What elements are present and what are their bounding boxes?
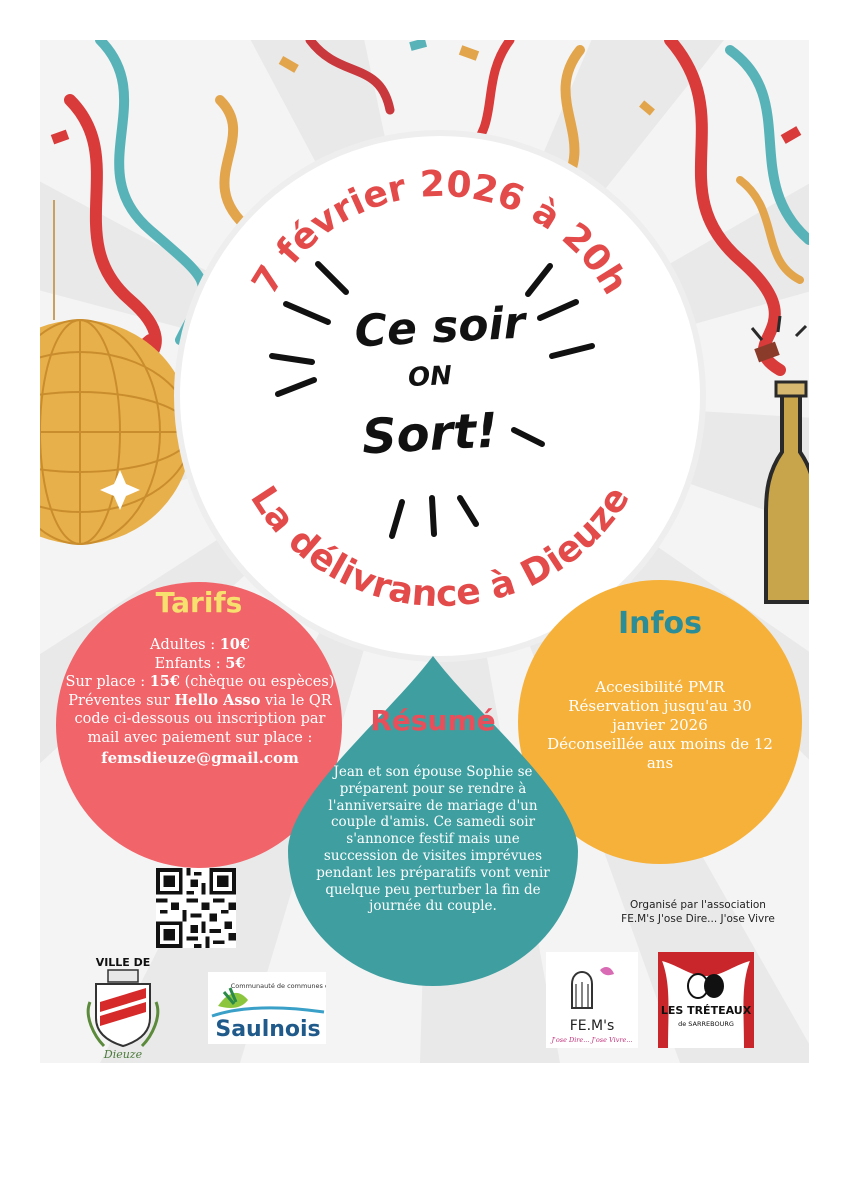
fems-name: FE.M's	[569, 1018, 615, 1034]
tarif-sur-place: Sur place : 15€ (chèque ou espèces)	[65, 673, 335, 690]
tarif-enfants: Enfants : 5€	[154, 654, 246, 672]
ville-signature: Dieuze	[103, 1048, 143, 1061]
logo-saulnois	[208, 972, 326, 1044]
fems-birdcage-icon	[546, 952, 638, 1048]
title-line-sort: Sort!	[360, 402, 500, 466]
event-date: 7 février 2026 à 20h	[244, 163, 636, 302]
saulnois-name: Saulnois	[215, 1017, 321, 1042]
tarifs-title: Tarifs	[155, 586, 243, 619]
logo-les-treteaux	[658, 952, 754, 1048]
treteaux-subtitle: de SARREBOURG	[678, 1020, 734, 1028]
hello-asso-link[interactable]: Hello Asso	[174, 691, 261, 709]
ville-crest-icon	[80, 952, 166, 1062]
ville-de-label: VILLE DE	[95, 956, 151, 969]
saulnois-logo-icon	[208, 972, 326, 1044]
logo-fems	[546, 952, 638, 1048]
info-reservation: Réservation jusqu'au 30 janvier 2026	[568, 697, 752, 734]
logo-ville-de-dieuze	[80, 952, 166, 1062]
saulnois-subtitle: Communauté de communes du	[230, 982, 326, 990]
info-accessibilite: Accesibilité PMR	[595, 678, 725, 696]
info-age: Déconseillée aux moins de 12 ans	[547, 735, 773, 772]
fems-tagline: J'ose Dire... J'ose Vivre...	[551, 1036, 633, 1044]
preventes-text: Préventes sur Hello Asso via le QR code ci-dessous ou inscription par mail avec paiement sur place :	[68, 691, 332, 746]
resume-text: Jean et son épouse Sophie se préparent pour se rendre à l'anniversaire de mariage d'un couple d'amis. Ce samedi soir s'annonce festif mais une succession de visites imprévues pendant les préparatifs vont venir quelque peu perturber la fin de journée du couple.	[316, 764, 550, 915]
organiser-credit: Organisé par l'association FE.M's J'ose Dire... J'ose Vivre	[621, 899, 775, 925]
treteaux-masks-icon	[658, 952, 754, 1048]
event-venue: La délivrance à Dieuze	[242, 479, 638, 616]
treteaux-name: LES TRÉTEAUX	[660, 1004, 752, 1017]
resume-title: Résumé	[370, 704, 496, 737]
tarif-adultes: Adultes : 10€	[150, 636, 250, 653]
title-line-ce-soir: Ce soir	[353, 297, 527, 358]
event-poster	[40, 40, 809, 1063]
contact-email[interactable]: femsdieuze@gmail.com	[101, 749, 299, 767]
infos-title: Infos	[617, 606, 703, 641]
title-line-on: ON	[407, 360, 453, 394]
qr-code-icon[interactable]	[156, 868, 236, 948]
